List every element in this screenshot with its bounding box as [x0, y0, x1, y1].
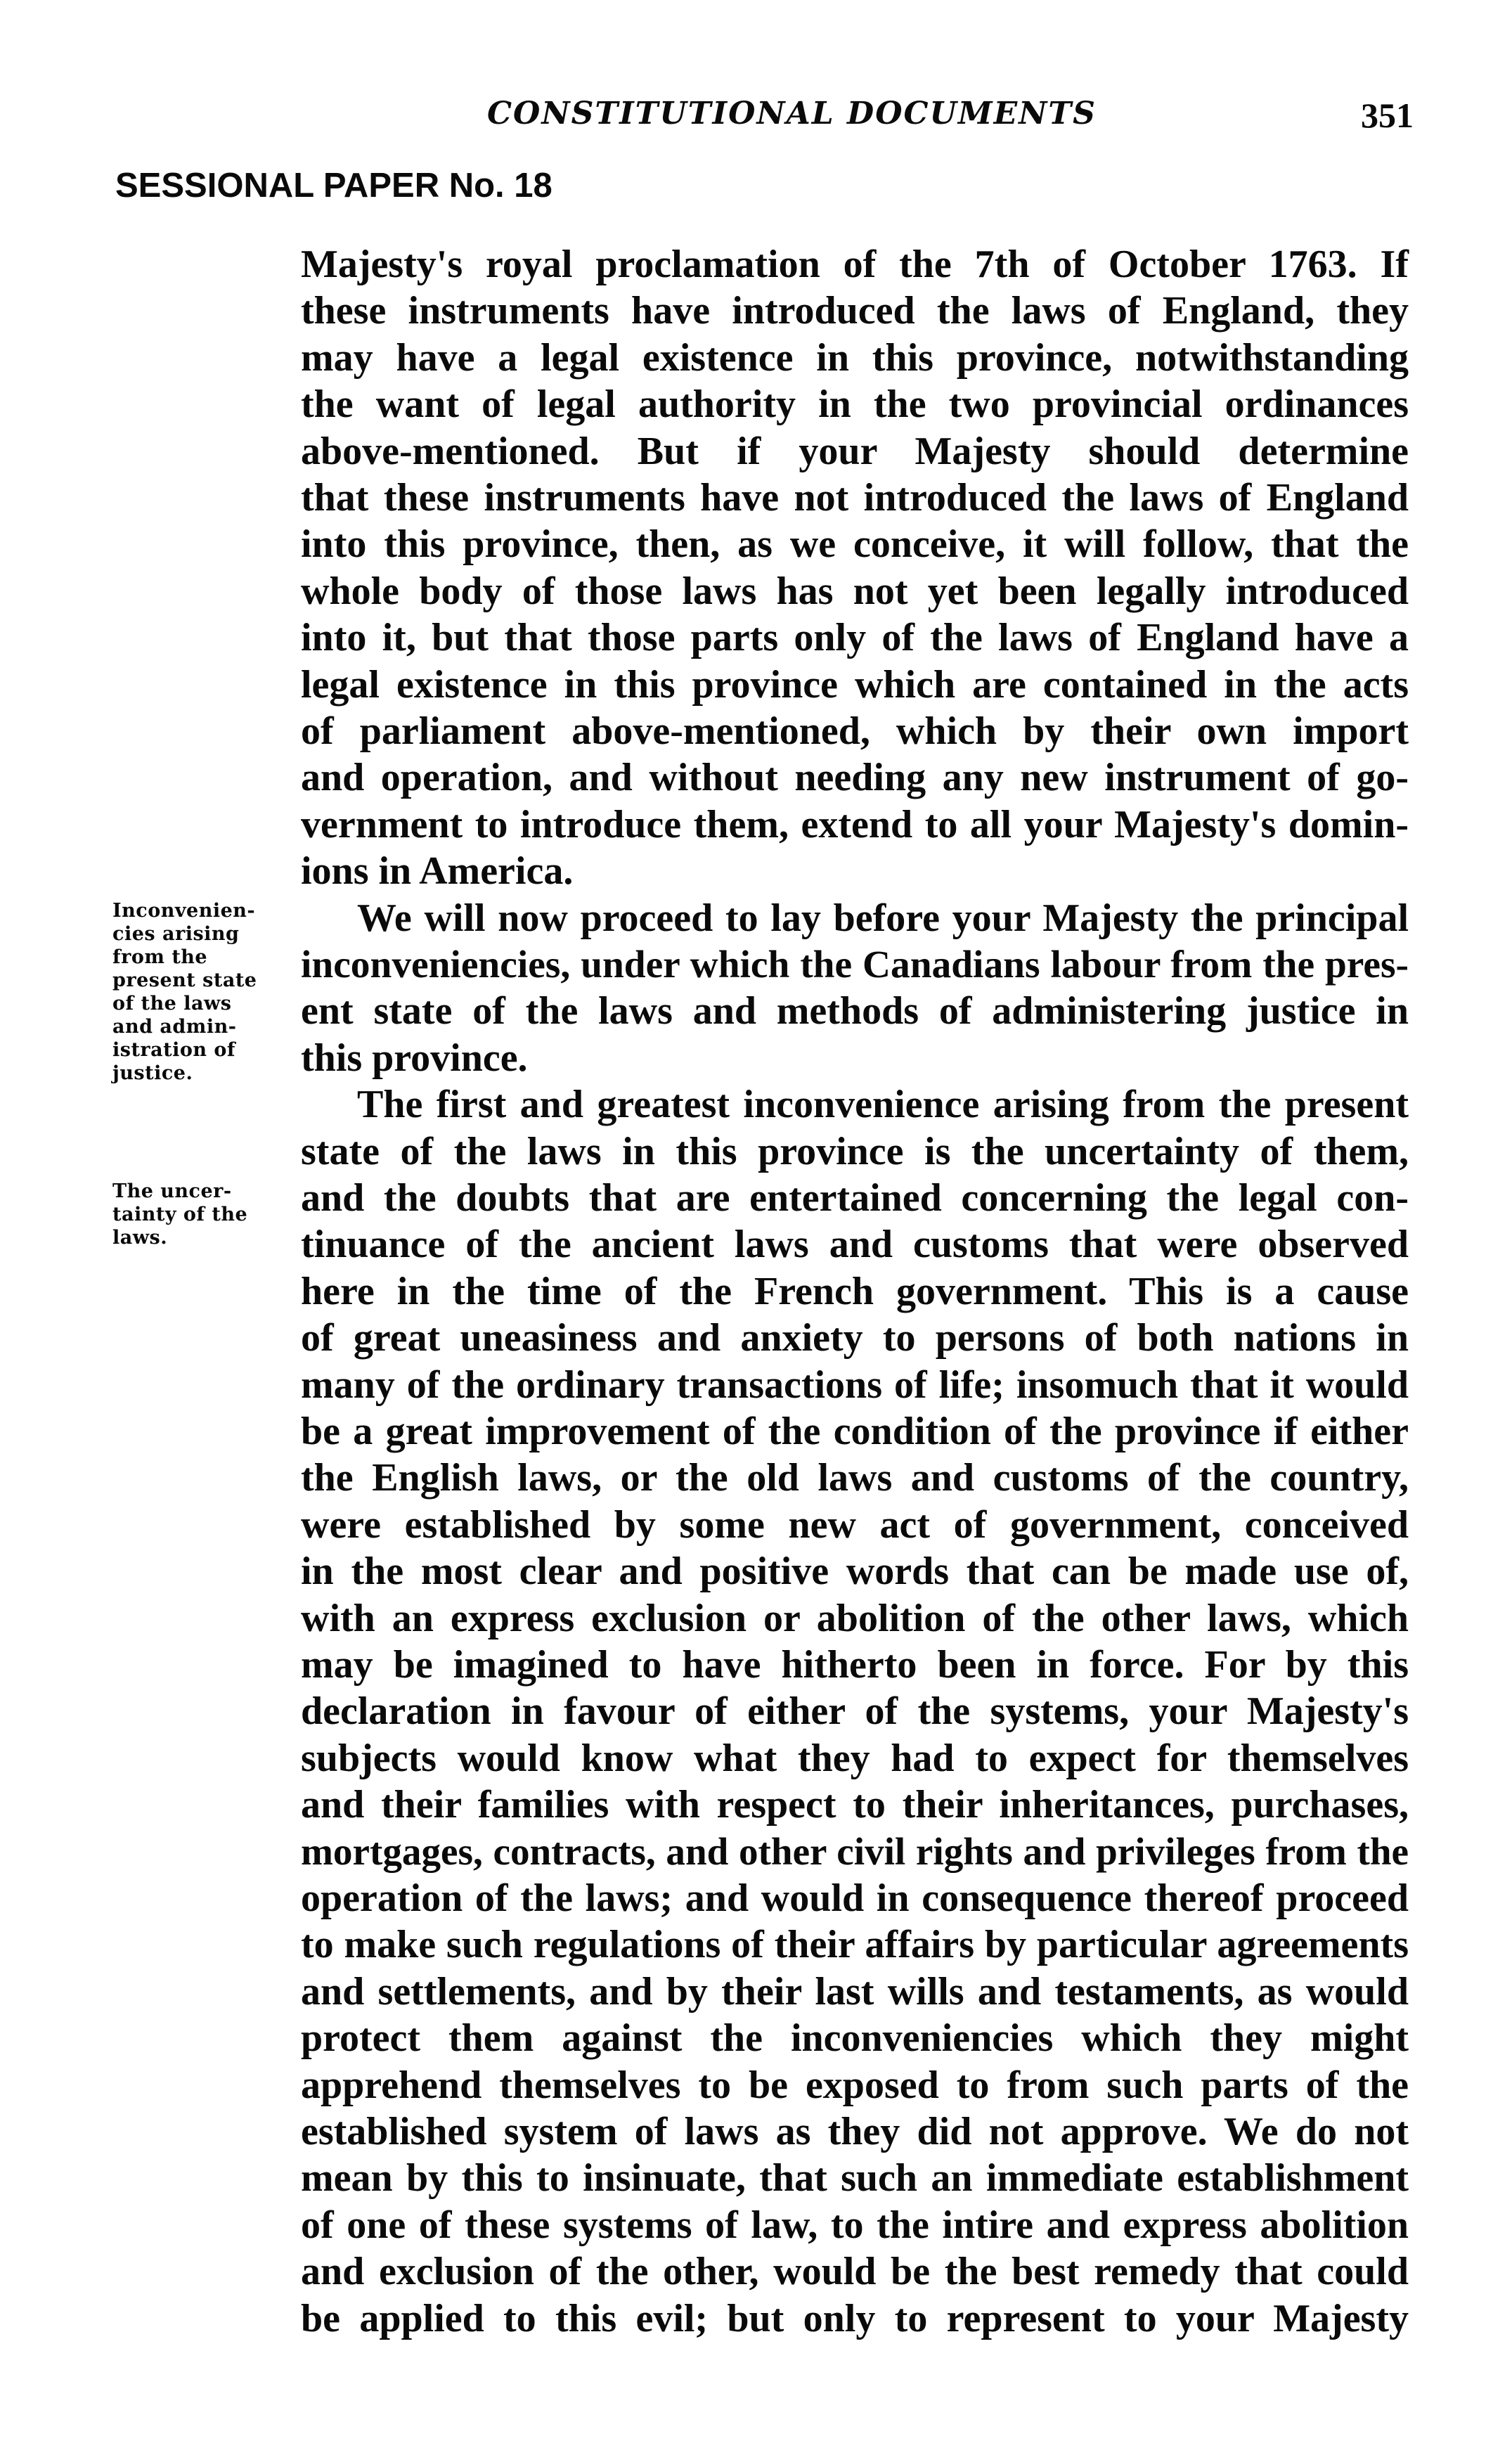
body-line: into this province, then, as we conceive, it will follow, that the: [301, 522, 1409, 566]
margin-note-line: The uncer-: [112, 1180, 232, 1202]
body-line: were established by some new act of government, conceived: [301, 1503, 1409, 1547]
body-line: operation of the laws; and would in consequence thereof proceed: [301, 1876, 1409, 1920]
body-line: vernment to introduce them, extend to all your Majesty's domin-: [301, 803, 1409, 846]
margin-note-line: present state: [112, 969, 257, 991]
body-line: ent state of the laws and methods of administering justice in: [301, 989, 1409, 1033]
body-line: the want of legal authority in the two provincial ordinances: [301, 382, 1409, 426]
body-line: declaration in favour of either of the systems, your Majesty's: [301, 1689, 1409, 1733]
margin-note-line: tainty of the: [112, 1204, 248, 1225]
body-line: of parliament above-mentioned, which by their own import: [301, 709, 1409, 753]
body-line: in the most clear and positive words that can be made use of,: [301, 1550, 1409, 1593]
body-line: and their families with respect to their inheritances, purchases,: [301, 1783, 1409, 1827]
running-title: CONSTITUTIONAL DOCUMENTS: [487, 96, 1097, 131]
body-line: and exclusion of the other, would be the best remedy that could: [301, 2250, 1409, 2293]
sessional-paper-label: SESSIONAL PAPER No. 18: [115, 167, 553, 205]
body-line: above-mentioned. But if your Majesty should determine: [301, 430, 1409, 473]
margin-note-line: justice.: [112, 1062, 193, 1084]
body-line: of one of these systems of law, to the intire and express abolition: [301, 2203, 1409, 2247]
margin-note-line: cies arising: [112, 923, 240, 945]
body-line: to make such regulations of their affairs by particular agreements: [301, 1923, 1409, 1966]
margin-note-line: from the: [112, 946, 208, 968]
body-line: many of the ordinary transactions of life; insomuch that it would: [301, 1363, 1409, 1407]
body-line: and settlements, and by their last wills and testaments, as would: [301, 1970, 1409, 2014]
body-line: apprehend themselves to be exposed to from such parts of the: [301, 2063, 1409, 2107]
body-line: ions in America.: [301, 849, 574, 893]
body-line: with an express exclusion or abolition of the other laws, which: [301, 1597, 1409, 1640]
body-line: into it, but that those parts only of the laws of England have a: [301, 616, 1409, 659]
body-line: may have a legal existence in this province, notwithstanding: [301, 336, 1409, 380]
body-line: Majesty's royal proclamation of the 7th of October 1763. If: [301, 243, 1409, 286]
body-line: here in the time of the French government. This is a cause: [301, 1270, 1409, 1313]
body-line: whole body of those laws has not yet been legally introduced: [301, 569, 1409, 613]
body-line: may be imagined to have hitherto been in force. For by this: [301, 1643, 1409, 1687]
body-line: state of the laws in this province is the uncertainty of them,: [301, 1130, 1409, 1173]
margin-note-line: istration of: [112, 1039, 236, 1061]
body-line: mean by this to insinuate, that such an immediate establishment: [301, 2156, 1409, 2200]
body-line: and the doubts that are entertained concerning the legal con-: [301, 1176, 1409, 1220]
body-line: subjects would know what they had to expect for themselves: [301, 1737, 1409, 1780]
margin-note-line: laws.: [112, 1227, 168, 1249]
body-line: legal existence in this province which are contained in the acts: [301, 663, 1409, 707]
body-line: this province.: [301, 1036, 528, 1080]
body-line: be applied to this evil; but only to represent to your Majesty: [301, 2297, 1409, 2340]
body-line: protect them against the inconveniencies which they might: [301, 2016, 1409, 2060]
body-line: established system of laws as they did not approve. We do not: [301, 2110, 1409, 2153]
body-line: tinuance of the ancient laws and customs that were observed: [301, 1223, 1409, 1266]
body-line: The first and greatest inconvenience arising from the present: [357, 1083, 1409, 1126]
body-line: be a great improvement of the condition of the province if either: [301, 1410, 1409, 1453]
body-line: inconveniencies, under which the Canadians labour from the pres-: [301, 943, 1409, 986]
body-line: that these instruments have not introduced the laws of England: [301, 476, 1409, 520]
body-line: these instruments have introduced the laws of England, they: [301, 289, 1409, 333]
body-line: and operation, and without needing any new instrument of go-: [301, 756, 1409, 799]
body-line: We will now proceed to lay before your Majesty the principal: [357, 896, 1409, 940]
body-line: mortgages, contracts, and other civil rights and privileges from the: [301, 1830, 1409, 1873]
body-line: the English laws, or the old laws and customs of the country,: [301, 1456, 1409, 1500]
margin-note-line: and admin-: [112, 1016, 237, 1038]
body-line: of great uneasiness and anxiety to persons of both nations in: [301, 1316, 1409, 1360]
margin-note-line: of the laws: [112, 993, 232, 1014]
margin-note-line: Inconvenien-: [112, 900, 256, 922]
page-number: 351: [1361, 96, 1414, 135]
